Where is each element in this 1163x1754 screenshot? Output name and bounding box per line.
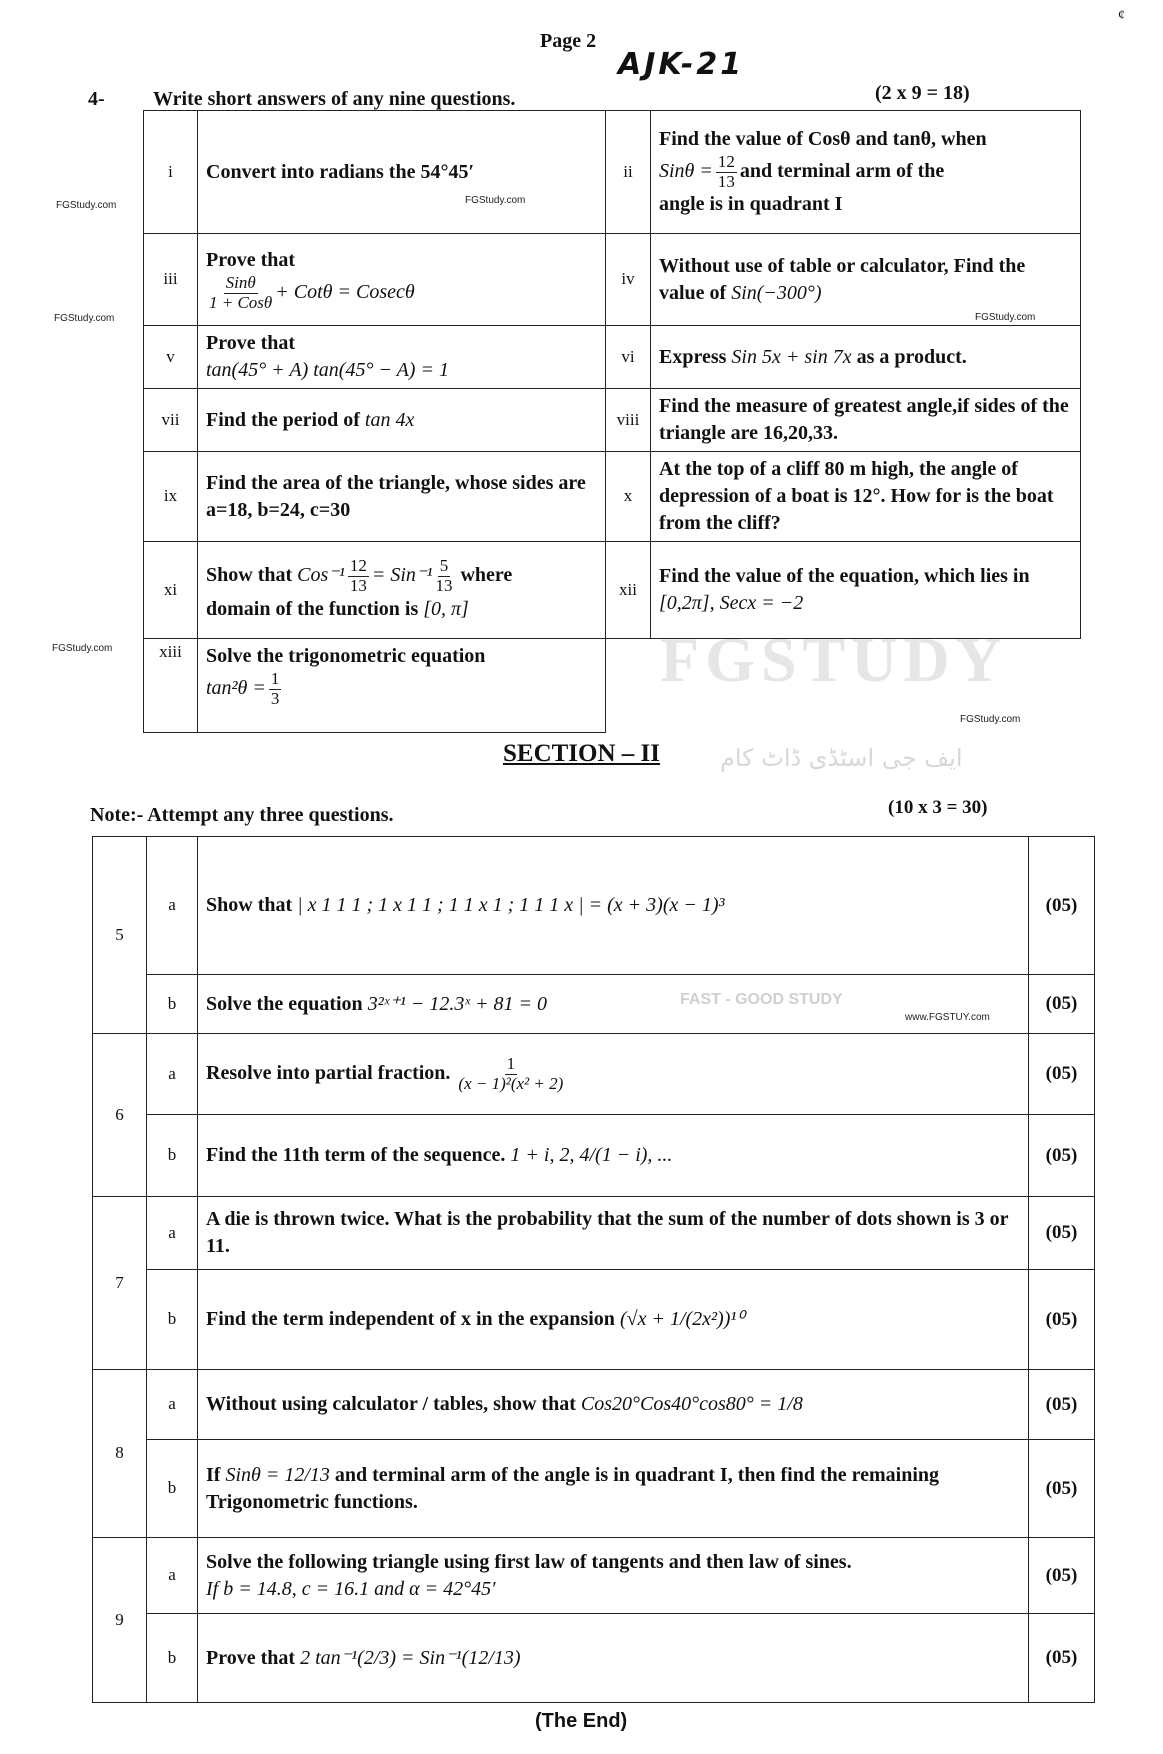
site-watermark: FGStudy.com	[52, 643, 113, 654]
item-text: domain of the function is	[206, 597, 419, 620]
item-viii: Find the measure of greatest angle,if sides of the triangle are 16,20,33.	[651, 389, 1081, 452]
denominator: 13	[435, 576, 453, 595]
question-number: 8	[93, 1370, 147, 1538]
item-xi	[198, 542, 606, 639]
item-vii	[198, 389, 606, 452]
marks: (05)	[1029, 1034, 1095, 1115]
denominator: 13	[717, 171, 735, 191]
question-expr: Sinθ = 12/13	[225, 1463, 330, 1486]
item-expr: tan 4x	[364, 408, 415, 431]
q4-number: 4-	[88, 88, 105, 110]
item-text: Show that	[206, 564, 293, 587]
tagline-watermark: FAST - GOOD STUDY	[680, 991, 843, 1008]
question-6b	[198, 1115, 1029, 1197]
item-number: ii	[606, 111, 651, 234]
part-label: b	[147, 1614, 198, 1703]
item-ii	[651, 111, 1081, 234]
denominator: (x − 1)²(x² + 2)	[458, 1073, 564, 1093]
item-text: Solve the trigonometric equation	[206, 645, 486, 667]
marks: (05)	[1029, 1614, 1095, 1703]
site-watermark: FGStudy.com	[465, 195, 526, 206]
item-expr: + Cotθ = Cosecθ	[275, 280, 415, 303]
item-number: iii	[144, 234, 198, 326]
fgstudy-watermark-logo: FGSTUDY	[660, 624, 1008, 695]
urdu-watermark: ایف جی اسٹڈی ڈاٹ کام	[720, 744, 963, 772]
item-number: v	[144, 326, 198, 389]
q4-instruction: Write short answers of any nine questions.	[153, 88, 516, 110]
item-expr: tan(45° + A) tan(45° − A) = 1	[206, 359, 449, 381]
section-marks: (10 x 3 = 30)	[888, 797, 988, 818]
numerator: Sinθ	[225, 272, 256, 292]
page-number: Page 2	[540, 30, 597, 52]
question-expr: 2 tan⁻¹(2/3) = Sin⁻¹(12/13)	[300, 1646, 521, 1669]
question-6a	[198, 1034, 1029, 1115]
question-text: and terminal arm of the angle is in quadrant I, then find the remaining Trigonometric functions.	[206, 1463, 940, 1513]
question-5b	[198, 975, 1029, 1034]
q4-marks: (2 x 9 = 18)	[875, 82, 970, 104]
corner-mark: ¢	[1118, 8, 1125, 23]
item-expr: Sinθ =	[659, 159, 713, 182]
marks: (05)	[1029, 1440, 1095, 1538]
question-text: Show that	[206, 894, 293, 916]
q4-table	[143, 110, 1081, 733]
question-5a	[198, 837, 1029, 975]
question-number: 7	[93, 1197, 147, 1370]
item-x: At the top of a cliff 80 m high, the angle of depression of a boat is 12°. How for is the boat from the cliff?	[651, 452, 1081, 542]
item-text: where	[460, 564, 513, 587]
question-text: Solve the following triangle using first law of tangents and then law of sines.	[206, 1550, 852, 1573]
marks: (05)	[1029, 1370, 1095, 1440]
question-number: 9	[93, 1538, 147, 1703]
part-label: a	[147, 1370, 198, 1440]
item-number: vii	[144, 389, 198, 452]
section-title: SECTION – II	[503, 740, 660, 767]
part-label: b	[147, 1440, 198, 1538]
item-xiii	[198, 639, 606, 733]
numerator: 12	[349, 556, 367, 576]
site-watermark: FGStudy.com	[54, 313, 115, 324]
question-text: Solve the equation	[206, 992, 363, 1015]
fraction	[435, 557, 452, 595]
question-text: Find the 11th term of the sequence.	[206, 1144, 506, 1166]
part-label: a	[147, 1034, 198, 1115]
item-expr: Sin(−300°)	[731, 281, 822, 304]
item-ix: Find the area of the triangle, whose sides are a=18, b=24, c=30	[198, 452, 606, 542]
marks: (05)	[1029, 1115, 1095, 1197]
numerator: 1	[506, 1053, 516, 1073]
question-9b	[198, 1614, 1029, 1703]
item-number: xiii	[144, 639, 198, 733]
item-number: xii	[606, 542, 651, 639]
question-9a	[198, 1538, 1029, 1614]
item-text: Convert into radians the 54°45′	[206, 160, 475, 183]
item-text: Find the period of	[206, 408, 360, 431]
item-number: iv	[606, 234, 651, 326]
part-label: a	[147, 1538, 198, 1614]
marks: (05)	[1029, 837, 1095, 975]
item-number: xi	[144, 542, 198, 639]
item-v	[198, 326, 606, 389]
the-end: (The End)	[535, 1710, 628, 1732]
item-expr: Sin 5x + sin 7x	[731, 345, 852, 368]
fraction	[458, 1055, 563, 1093]
item-xii	[651, 542, 1081, 639]
item-text: Find the value of Cosθ and tanθ, when	[659, 127, 987, 150]
part-label: a	[147, 1197, 198, 1270]
denominator: 3	[270, 688, 280, 708]
marks: (05)	[1029, 1270, 1095, 1370]
part-label: b	[147, 1115, 198, 1197]
fraction	[269, 670, 282, 708]
question-text: Without using calculator / tables, show that	[206, 1393, 576, 1415]
section2-table	[92, 836, 1095, 1703]
fraction	[209, 274, 272, 312]
item-text: Prove that	[206, 248, 296, 271]
numerator: 5	[439, 556, 449, 576]
item-i	[198, 111, 606, 234]
question-expr: If b = 14.8, c = 16.1 and α = 42°45′	[206, 1577, 496, 1600]
item-number: i	[144, 111, 198, 234]
item-text: and terminal arm of the	[739, 159, 945, 182]
part-label: b	[147, 975, 198, 1034]
item-number: viii	[606, 389, 651, 452]
fraction	[348, 557, 369, 595]
paper-code-handwritten: AJK-21	[618, 47, 745, 82]
item-expr: = Sin⁻¹	[371, 564, 433, 587]
marks: (05)	[1029, 975, 1095, 1034]
item-expr: Cos⁻¹	[297, 564, 345, 587]
part-label: b	[147, 1270, 198, 1370]
item-number: x	[606, 452, 651, 542]
question-expr: 1 + i, 2, 4/(1 − i), ...	[510, 1144, 673, 1166]
question-7b	[198, 1270, 1029, 1370]
question-7a: A die is thrown twice. What is the probability that the sum of the number of dots shown is 3 or 11.	[198, 1197, 1029, 1270]
item-vi	[651, 326, 1081, 389]
item-iii	[198, 234, 606, 326]
item-iv	[651, 234, 1081, 326]
item-text: angle is in quadrant I	[659, 193, 843, 216]
question-text: Find the term independent of x in the expansion	[206, 1308, 615, 1330]
item-text: Prove that	[206, 332, 296, 354]
item-number: ix	[144, 452, 198, 542]
item-text: Express	[659, 345, 727, 368]
question-text: Prove that	[206, 1646, 296, 1669]
question-expr: (√x + 1/(2x²))¹⁰	[619, 1308, 745, 1330]
item-text: Find the value of the equation, which lies in	[659, 565, 1030, 587]
item-expr: tan²θ =	[206, 676, 266, 699]
marks: (05)	[1029, 1197, 1095, 1270]
question-number: 5	[93, 837, 147, 1034]
part-label: a	[147, 837, 198, 975]
marks: (05)	[1029, 1538, 1095, 1614]
item-text: as a product.	[856, 345, 967, 368]
site-watermark: FGStudy.com	[960, 714, 1021, 725]
denominator: 1 + Cosθ	[209, 292, 273, 312]
denominator: 13	[349, 576, 367, 595]
section-note: Note:- Attempt any three questions.	[90, 804, 394, 826]
question-number: 6	[93, 1034, 147, 1197]
question-expr: Cos20°Cos40°cos80° = 1/8	[580, 1393, 803, 1415]
numerator: 1	[270, 669, 280, 688]
site-watermark: FGStudy.com	[975, 312, 1036, 323]
fraction	[716, 153, 737, 191]
question-text: If	[206, 1463, 221, 1486]
numerator: 12	[717, 151, 735, 171]
site-watermark: FGStudy.com	[56, 200, 117, 211]
item-expr: [0,2π], Secx = −2	[659, 592, 804, 614]
question-expr: 3²ˣ⁺¹ − 12.3ˣ + 81 = 0	[367, 992, 548, 1015]
question-text: Resolve into partial fraction.	[206, 1061, 451, 1084]
question-8a	[198, 1370, 1029, 1440]
question-8b	[198, 1440, 1029, 1538]
question-expr: | x 1 1 1 ; 1 x 1 1 ; 1 1 x 1 ; 1 1 1 x | = (x + 3)(x − 1)³	[297, 894, 725, 916]
item-text: Without use of table or calculator, Find the value of	[659, 254, 1026, 304]
item-expr: [0, π]	[423, 597, 469, 620]
item-number: vi	[606, 326, 651, 389]
url-watermark: www.FGSTUY.com	[905, 1012, 990, 1023]
